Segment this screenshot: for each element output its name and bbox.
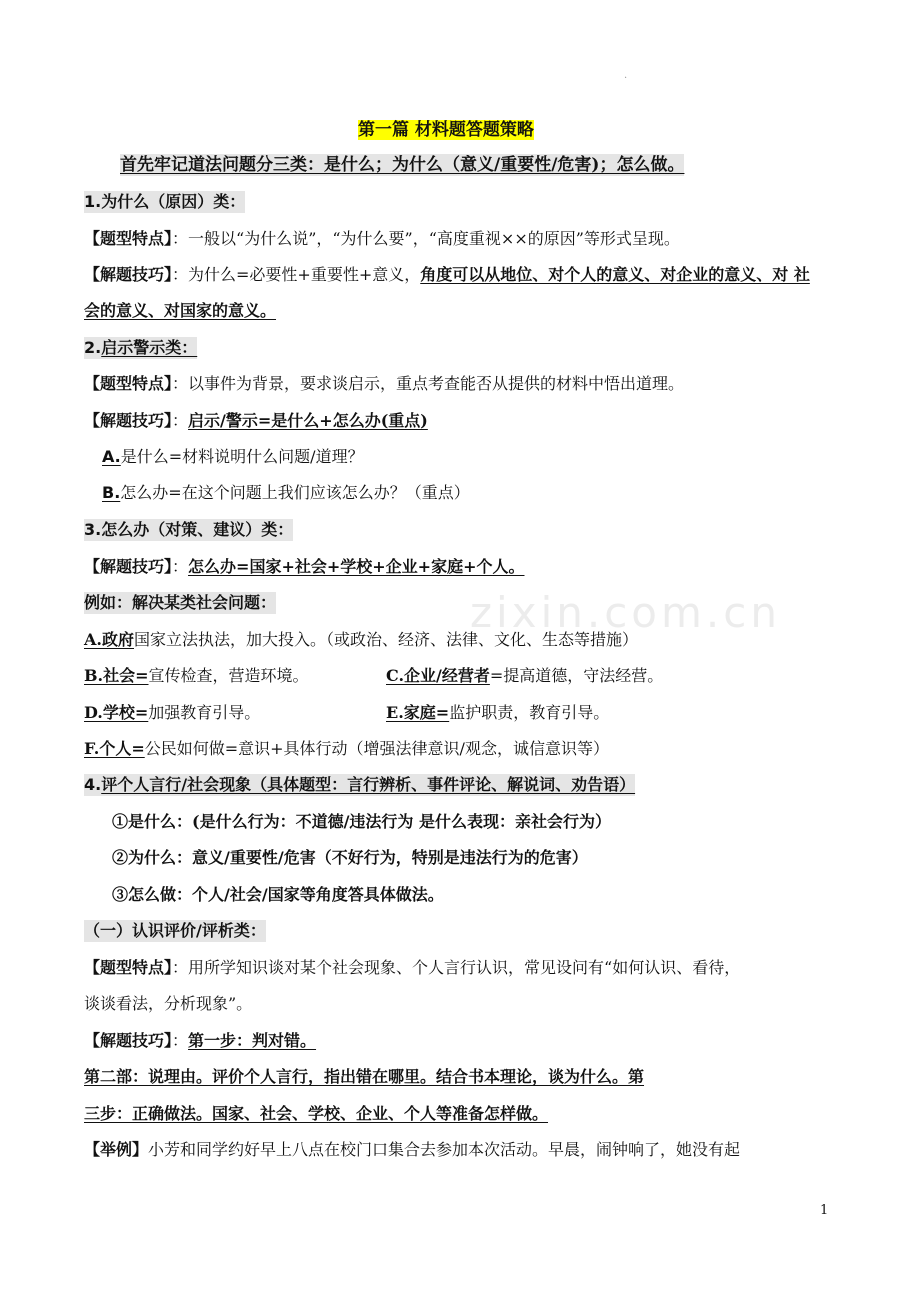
section4-item-3: ③怎么做：个人/社会/国家等角度答具体做法。 — [112, 885, 444, 904]
section3-item-a — [84, 629, 638, 651]
section2-tip-label: 【解题技巧】 — [84, 411, 173, 430]
section2-a-text: 是什么=材料说明什么问题/道理？ — [120, 447, 364, 466]
section2-item-b — [102, 482, 470, 504]
section2-tip — [84, 410, 428, 432]
section1-number: 1. — [84, 192, 102, 211]
section4-tip-label: 【解题技巧】 — [84, 1031, 173, 1050]
section4-feature-text-2: 谈谈看法，分析现象”。 — [84, 994, 253, 1013]
section3-f-label: F.个人= — [84, 739, 145, 758]
section2-b-label: B. — [102, 483, 121, 502]
section4-heading-text: 评个人言行/社会现象（具体题型：言行辨析、事件评论、解说词、劝告语） — [101, 775, 636, 794]
section2-tip-colon: ： — [172, 411, 189, 430]
section3-item-d — [84, 702, 260, 724]
section1-tip-plain: ：为什么=必要性+重要性+意义， — [172, 265, 421, 284]
section3-b-label: B.社会= — [84, 666, 149, 685]
subtitle: 首先牢记道法问题分三类：是什么；为什么（意义/重要性/危害)；怎么做。 — [120, 155, 685, 175]
section1-tip-emphasis-1: 角度可以从地位、对个人的意义、对企业的意义、对 社 — [420, 265, 810, 284]
page-title — [358, 119, 534, 141]
section2-heading-text: 启示警示类： — [101, 338, 198, 357]
section4-tip-text: 第一步：判对错。 — [188, 1031, 317, 1050]
title-highlight: 第一篇 材料题答题策略 — [358, 120, 534, 140]
section1-heading-text: 为什么（原因）类： — [101, 192, 246, 211]
section3-number: 3. — [84, 520, 102, 539]
section2-number: 2. — [84, 338, 102, 357]
section4-tip — [84, 1030, 316, 1052]
page-number: 1 — [820, 1203, 829, 1218]
section3-example-heading: 例如：解决某类社会问题： — [84, 593, 277, 612]
section1-tip-emphasis-2: 会的意义、对国家的意义。 — [84, 301, 277, 320]
section3-tip-text: 怎么办=国家+社会+学校+企业+家庭+个人。 — [188, 557, 525, 576]
section3-item-b — [84, 665, 309, 687]
section3-item-e — [386, 702, 609, 724]
section3-tip-label: 【解题技巧】 — [84, 557, 173, 576]
section4-example — [84, 1139, 740, 1161]
section1-feature-label: 【题型特点】 — [84, 229, 173, 248]
section3-d-label: D.学校= — [84, 703, 149, 722]
section3-e-text: 监护职责，教育引导。 — [449, 703, 610, 722]
section4-item-1: ①是什么：(是什么行为：不道德/违法行为 是什么表现：亲社会行为） — [112, 812, 611, 831]
section3-e-label: E.家庭= — [386, 703, 450, 722]
section2-item-a — [102, 446, 364, 468]
section3-item-c — [386, 665, 663, 687]
section3-a-text: 国家立法执法，加大投入。（或政治、经济、法律、文化、生态等措施） — [134, 630, 639, 649]
section2-feature-text: ：以事件为背景，要求谈启示，重点考查能否从提供的材料中悟出道理。 — [172, 374, 685, 393]
section4-step2: 第二部：说理由。评价个人言行，指出错在哪里。结合书本理论，谈为什么。第 — [84, 1067, 645, 1086]
section1-tip-label: 【解题技巧】 — [84, 265, 173, 284]
section3-item-f — [84, 738, 609, 760]
section2-tip-text: 启示/警示=是什么+怎么办(重点) — [188, 411, 428, 430]
section4-sub1-heading: （一）认识评价/评析类： — [84, 921, 266, 940]
section3-c-label: C.企业/经营者 — [386, 666, 490, 685]
section4-item-2: ②为什么：意义/重要性/危害（不好行为，特别是违法行为的危害） — [112, 848, 588, 867]
section4-step3: 三步：正确做法。国家、社会、学校、企业、个人等准备怎样做。 — [84, 1104, 549, 1123]
section3-f-text: 公民如何做=意识+具体行动（增强法律意识/观念，诚信意识等） — [144, 739, 609, 758]
section4-feature-text-1: ：用所学知识谈对某个社会现象、个人言行认识，常见设问有“如何认识、看待， — [172, 958, 741, 977]
section2-feature — [84, 373, 684, 395]
section4-tip-colon: ： — [172, 1031, 189, 1050]
section2-a-label: A. — [102, 447, 121, 466]
section1-feature — [84, 228, 680, 250]
section4-number: 4. — [84, 775, 102, 794]
section4-feature-1 — [84, 957, 740, 979]
watermark: zixin.com.cn — [470, 588, 781, 637]
section2-feature-label: 【题型特点】 — [84, 374, 173, 393]
section2-b-text: 怎么办=在这个问题上我们应该怎么办？（重点） — [120, 483, 470, 502]
section4-heading — [84, 774, 635, 796]
section3-d-text: 加强教育引导。 — [148, 703, 261, 722]
section1-feature-text: ：一般以“为什么说”，“为什么要”，“高度重视××的原因”等形式呈现。 — [172, 229, 680, 248]
section2-heading — [84, 337, 197, 359]
section4-feature-label: 【题型特点】 — [84, 958, 173, 977]
section4-example-label: 【举例】 — [84, 1140, 149, 1159]
section1-tip — [84, 264, 810, 286]
header-dot: . — [624, 70, 628, 81]
section3-tip-colon: ： — [172, 557, 189, 576]
section3-heading — [84, 519, 293, 541]
section3-b-text: 宣传检查，营造环境。 — [148, 666, 309, 685]
section3-a-label: A.政府 — [84, 630, 134, 649]
section3-c-text: =提高道德，守法经营。 — [489, 666, 664, 685]
section1-heading — [84, 191, 245, 213]
section3-tip — [84, 556, 524, 578]
section3-heading-text: 怎么办（对策、建议）类： — [101, 520, 294, 539]
section4-example-text: 小芳和同学约好早上八点在校门口集合去参加本次活动。早晨，闹钟响了，她没有起 — [148, 1140, 741, 1159]
